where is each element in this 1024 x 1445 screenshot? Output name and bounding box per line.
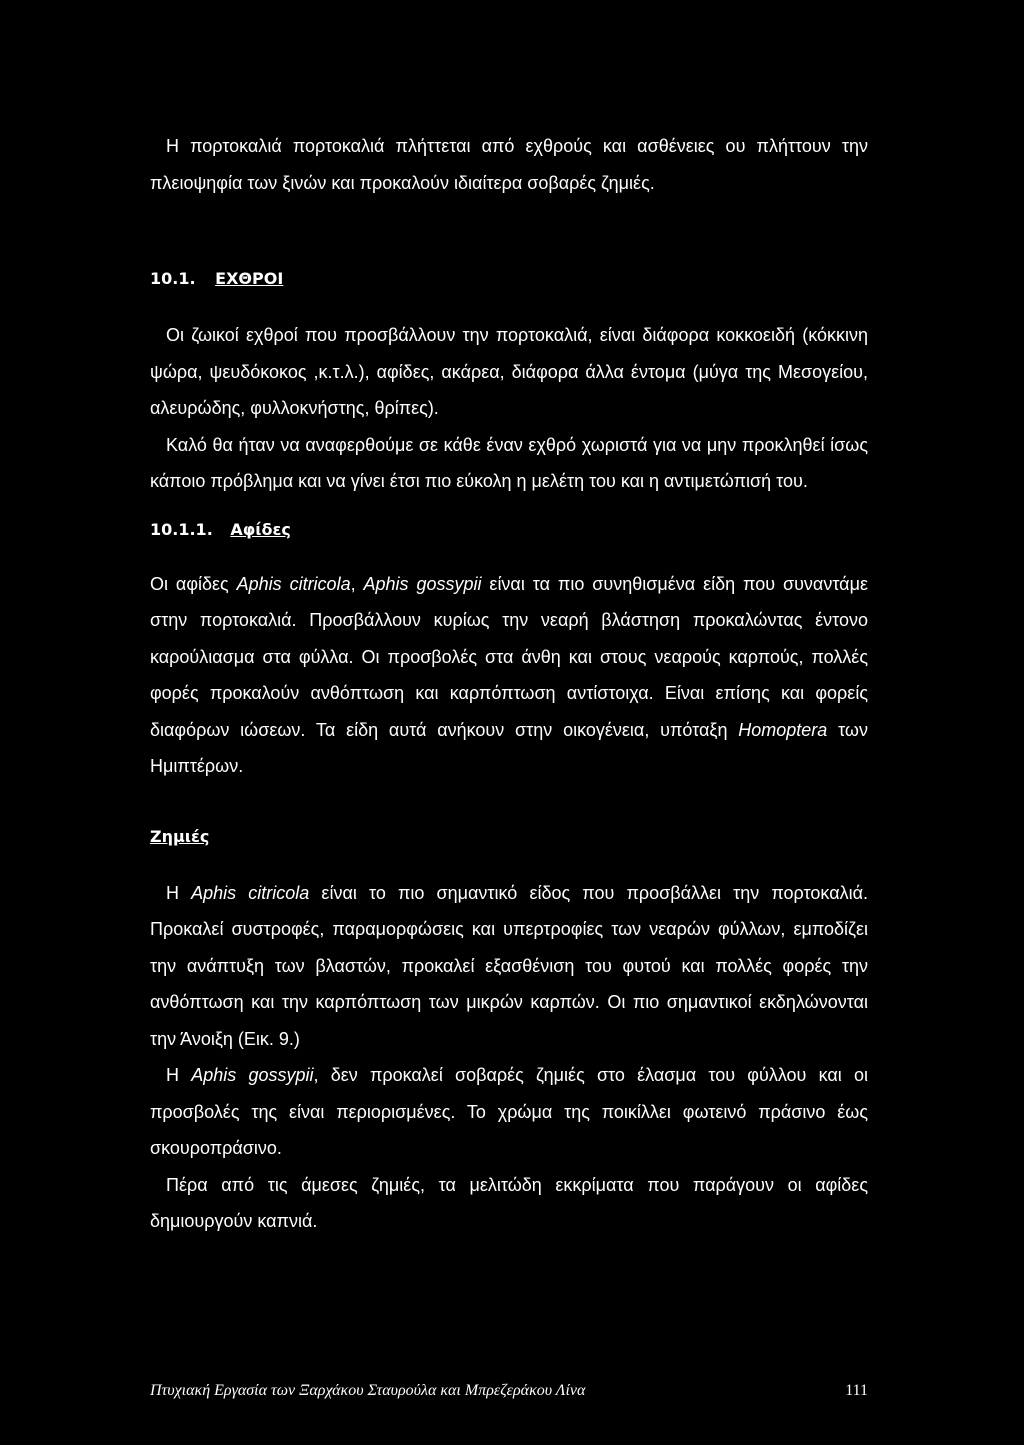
enemies-text: Οι ζωικοί εχθροί που προσβάλλουν την πορτοκαλιά, είναι διάφορα κοκκοειδή (κόκκινη ψώρα, ψευδόκοκος ,κ.τ.λ.), αφίδες, ακάρεα, διάφορα άλλα έντομα (μύγα της Μεσογείου, αλευρώδης, φυλλοκνήστης, θρίπες).	[150, 325, 868, 418]
aphids-text-a: Οι αφίδες	[150, 573, 237, 594]
approach-paragraph	[150, 427, 868, 500]
honeydew-paragraph	[150, 1167, 868, 1240]
species-aphis-gossypii: Aphis gossypii	[363, 573, 482, 594]
order-homoptera: Homoptera	[738, 719, 828, 740]
section-title: ΕΧΘΡΟΙ	[215, 269, 284, 288]
page-footer	[150, 1382, 868, 1400]
aphids-text-c: είναι τα πιο συνηθισμένα είδη που συναντάμε στην πορτοκαλιά. Προσβάλλουν κυρίως την νεαρή βλάστηση προκαλώντας έντονο καρούλιασμα στα φύλλα. Οι προσβολές στα άνθη και στους νεαρούς καρπούς, πολλές φορές προκαλούν ανθόπτωση και καρπόπτωση αντίστοιχα. Είναι επίσης και φορείς διαφόρων ιώσεων. Τα είδη αυτά ανήκουν στην οικογένεια, υπόταξη	[150, 573, 868, 740]
footer-text: Πτυχιακή Εργασία των Ξαρχάκου Σταυρούλα και Μπρεζεράκου Λίνα	[150, 1382, 586, 1399]
damages-gossypii-paragraph	[150, 1057, 868, 1167]
page-number: 111	[845, 1382, 868, 1399]
intro-paragraph	[150, 128, 868, 201]
damages-citricola-paragraph	[150, 875, 868, 1058]
species-aphis-citricola: Aphis citricola	[236, 573, 351, 594]
section-10-1-1-heading	[150, 512, 868, 548]
intro-text: Η πορτοκαλιά πορτοκαλιά πλήττεται από εχθρούς και ασθένειες ου πλήττουν την πλειοψηφία των ξινών και προκαλούν ιδιαίτερα σοβαρές ζημιές.	[150, 136, 868, 193]
aphids-paragraph	[150, 566, 868, 785]
section-10-1-heading	[150, 261, 868, 297]
gossypii-text-a: Η	[166, 1065, 192, 1085]
enemies-paragraph	[150, 317, 868, 427]
section-number: 10.1.	[150, 269, 196, 288]
damages-heading	[150, 819, 868, 855]
aphids-text-b: ,	[350, 573, 364, 594]
damages-title: Ζημιές	[150, 826, 210, 846]
document-page	[150, 128, 868, 1240]
subsection-title: Αφίδες	[230, 519, 291, 539]
species-aphis-gossypii-2: Aphis gossypii	[191, 1065, 314, 1085]
damages-text-b: είναι το πιο σημαντικό είδος που προσβάλλει την πορτοκαλιά. Προκαλεί συστροφές, παραμορφώσεις και υπερτροφίες των νεαρών φύλλων, εμποδίζει την ανάπτυξη των βλαστών, προκαλεί εξασθένιση του φυτού και πολλές φορές την ανθόπτωση και την καρπόπτωση των μικρών καρπών. Οι πιο σημαντικοί εκδηλώνονται την Άνοιξη (Εικ. 9.)	[150, 882, 868, 1049]
gossypii-text-b: , δεν προκαλεί σοβαρές ζημιές στο έλασμα του φύλλου και οι προσβολές της είναι περιορισμένες. Το χρώμα της ποικίλλει φωτεινό πράσινο έως σκουροπράσινο.	[150, 1065, 869, 1158]
aphids-text-d: των Ημιπτέρων.	[150, 719, 868, 776]
approach-text: Καλό θα ήταν να αναφερθούμε σε κάθε έναν εχθρό χωριστά για να μην προκληθεί ίσως κάποιο πρόβλημα και να γίνει έτσι πιο εύκολη η μελέτη του και η αντιμετώπισή του.	[150, 434, 868, 491]
subsection-number: 10.1.1.	[150, 519, 213, 539]
damages-text-a: Η	[166, 882, 192, 903]
honeydew-text: Πέρα από τις άμεσες ζημιές, τα μελιτώδη εκκρίματα που παράγουν οι αφίδες δημιουργούν καπνιά.	[150, 1174, 868, 1231]
species-aphis-citricola-2: Aphis citricola	[191, 882, 310, 903]
